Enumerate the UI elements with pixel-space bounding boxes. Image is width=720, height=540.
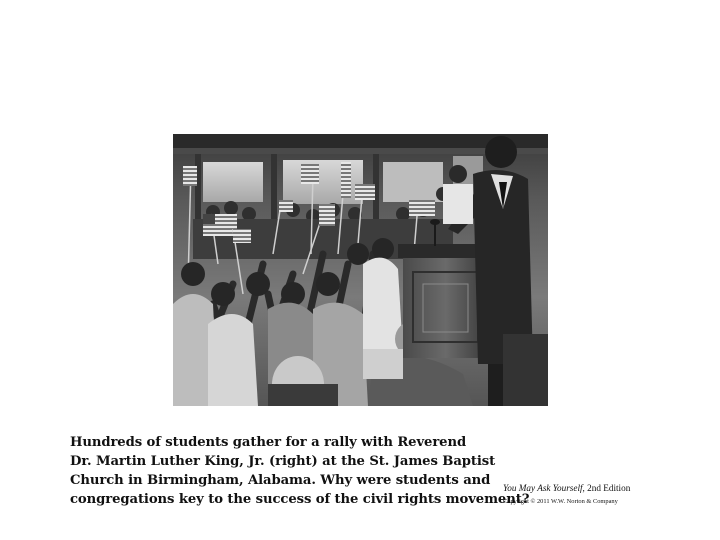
- caption-line-2: Dr. Martin Luther King, Jr. (right) at the St. James Baptist: [70, 454, 496, 469]
- caption-line-1: Hundreds of students gather for a rally with Reverend: [70, 435, 467, 450]
- caption-line-4: congregations key to the success of the civil rights movement?: [70, 492, 530, 507]
- book-title-line: [503, 482, 693, 495]
- caption-line-3: Church in Birmingham, Alabama. Why were students and: [70, 473, 491, 488]
- book-title: You May Ask Yourself,: [503, 483, 585, 493]
- photo-illustration: [173, 134, 548, 406]
- copyright-notice: Copyright © 2011 W.W. Norton & Company: [503, 498, 618, 505]
- photo-caption: [70, 433, 530, 509]
- book-edition: 2nd Edition: [587, 483, 631, 493]
- book-credit: [503, 482, 693, 507]
- historical-photo: [173, 134, 548, 406]
